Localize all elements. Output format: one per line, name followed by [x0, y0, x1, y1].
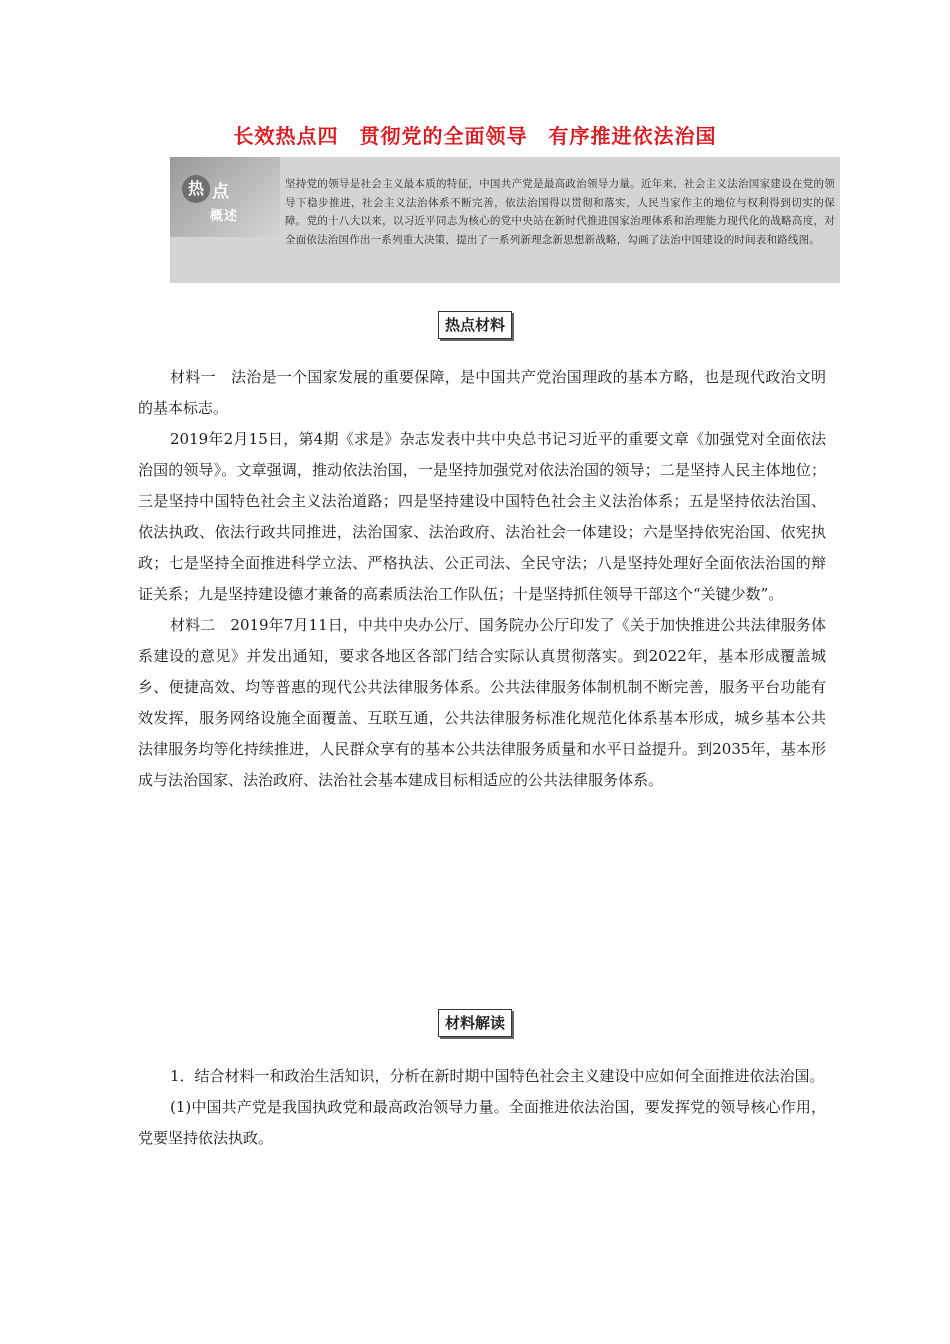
overview-text: 坚持党的领导是社会主义最本质的特征，中国共产党是最高政治领导力量。近年来，社会主义法治国家建设在党的领导下稳步推进，社会主义法治体系不断完善，依法治国得以贯彻和落实，人民当家作主的地位与权利得到切实的保障。党的十八大以来，以习近平同志为核心的党中央站在新时代推进国家治理体系和治理能力现代化的战略高度，对全面依法治国作出一系列重大决策，提出了一系列新理念新思想新战略，勾画了法治中国建设的时间表和路线图。 [285, 178, 835, 246]
overview-label-badge [170, 157, 280, 237]
materials-body [138, 362, 826, 796]
material-paragraph: 2019年2月15日，第4期《求是》杂志发表中共中央总书记习近平的重要文章《加强党对全面依法治国的领导》。文章强调，推动依法治国，一是坚持加强党对依法治国的领导；二是坚持人民主体地位；三是坚持中国特色社会主义法治道路；四是坚持建设中国特色社会主义法治体系；五是坚持依法治国、依法执政、依法行政共同推进，法治国家、法治政府、法治社会一体建设；六是坚持依宪治国、依宪执政；七是坚持全面推进科学立法、严格执法、公正司法、全民守法；八是坚持处理好全面依法治国的辩证关系；九是坚持建设德才兼备的高素质法治工作队伍；十是坚持抓住领导干部这个“关键少数”。 [138, 430, 826, 603]
section-heading-materials [0, 311, 950, 339]
material-paragraph: 材料一 法治是一个国家发展的重要保障，是中国共产党治国理政的基本方略，也是现代政治文明的基本标志。 [138, 368, 826, 417]
section-heading-reading [0, 1009, 950, 1037]
overview-label-word: 概述 [210, 209, 239, 224]
question-paragraph: 1．结合材料一和政治生活知识，分析在新时期中国特色社会主义建设中应如何全面推进依法治国。 [170, 1067, 825, 1085]
overview-label-hot-1: 热 [182, 175, 210, 203]
overview-label-hot-2: 点 [212, 182, 229, 202]
material-paragraph: 材料二 2019年7月11日，中共中央办公厅、国务院办公厅印发了《关于加快推进公共法律服务体系建设的意见》并发出通知，要求各地区各部门结合实际认真贯彻落实。到2022年，基本形成覆盖城乡、便捷高效、均等普惠的现代公共法律服务体系。公共法律服务体制机制不断完善，服务平台功能有效发挥，服务网络设施全面覆盖、互联互通，公共法律服务标准化规范化体系基本形成，城乡基本公共法律服务均等化持续推进，人民群众享有的基本公共法律服务质量和水平日益提升。到2035年，基本形成与法治国家、法治政府、法治社会基本建成目标相适应的公共法律服务体系。 [138, 616, 826, 789]
page-title: 长效热点四 贯彻党的全面领导 有序推进依法治国 [233, 124, 717, 148]
reading-body [138, 1061, 826, 1154]
hot-topic-overview-box [170, 157, 840, 283]
answer-paragraph: (1)中国共产党是我国执政党和最高政治领导力量。全面推进依法治国，要发挥党的领导核心作用，党要坚持依法执政。 [138, 1098, 826, 1147]
section-heading-reading-label: 材料解读 [438, 1009, 512, 1037]
section-heading-materials-label: 热点材料 [438, 311, 512, 339]
